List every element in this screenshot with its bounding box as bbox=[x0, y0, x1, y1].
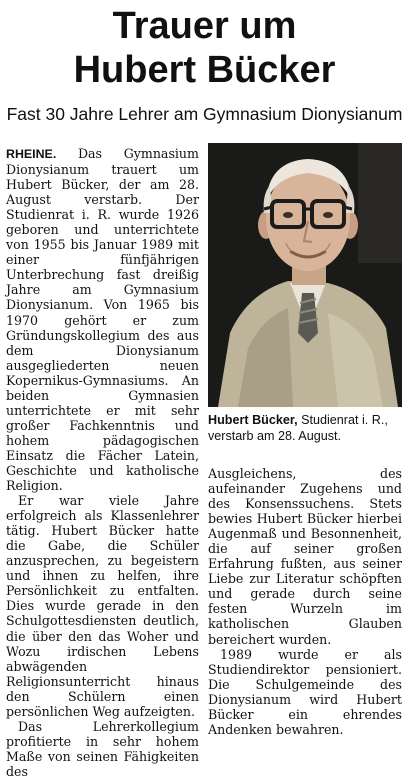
headline-line-2: Hubert Bücker bbox=[73, 49, 336, 91]
headline bbox=[0, 4, 409, 92]
portrait-photo bbox=[208, 143, 402, 407]
portrait-illustration bbox=[208, 143, 402, 407]
paragraph-3-continued: Ausgleichens, des aufeinander Zugehens und des Konsenssuchens. Stets bewies Hubert Bücker hierbei Augenmaß und Besonnenheit, die auf seiner großen Erfahrung fußten, aus seiner Liebe zur Literatur schöpften und gerade durch seine festen Wurzeln im katholischen Glauben bereichert wurden. bbox=[208, 466, 402, 647]
article-column-right bbox=[208, 466, 402, 737]
paragraph-3: Das Lehrerkollegium profitierte in sehr hohem Maße von seinen Fähigkeiten des bbox=[6, 718, 199, 779]
paragraph-1-text: Das Gymnasium Dionysianum trauert um Hubert Bücker, der am 28. August verstarb. Der Studienrat i. R. wurde 1926 geboren und unterrichtete von 1955 bis Januar 1989 mit einer fünfjährigen Unterbrechung fast dreißig Jahre am Gymnasium Dionysianum. Von 1965 bis 1970 gehört er zum Gründungskollegium des aus dem Dionysianum ausgegliederten neuen Kopernikus-Gymnasiums. An beiden Gymnasien unterrichtete er mit sehr großer Fachkenntnis und hohem pädagogischen Einsatz die Fächer Latein, Geschichte und katholische Religion. bbox=[6, 146, 199, 494]
paragraph-2: Er war viele Jahre erfolgreich als Klassenlehrer tätig. Hubert Bücker hatte die Gabe, die Schüler anzusprechen, zu begeistern und ihnen zu helfen, ihre Persönlichkeit zu entfalten. Dies wurde gerade in den Schulgottesdiensten deutlich, die über den das Woher und Wozu irdischen Lebens abwägenden Religionsunterricht hinaus den Schülern einen persönlichen Weg aufzeigten. bbox=[6, 493, 199, 719]
paragraph-4: 1989 wurde er als Studiendirektor pensioniert. Die Schulgemeinde des Dionysianum wird Hubert Bücker ein ehrendes Andenken bewahren. bbox=[208, 646, 402, 737]
caption-name: Hubert Bücker, bbox=[208, 413, 298, 427]
caption-text: Studienrat i. R., verstarb am 28. August. bbox=[208, 413, 388, 443]
dateline: RHEINE. bbox=[6, 147, 57, 161]
article-column-left bbox=[6, 146, 199, 779]
subheadline: Fast 30 Jahre Lehrer am Gymnasium Dionysianum bbox=[6, 104, 403, 124]
photo-caption bbox=[208, 412, 406, 444]
headline-line-1: Trauer um bbox=[112, 5, 297, 47]
paragraph-1 bbox=[6, 146, 199, 493]
